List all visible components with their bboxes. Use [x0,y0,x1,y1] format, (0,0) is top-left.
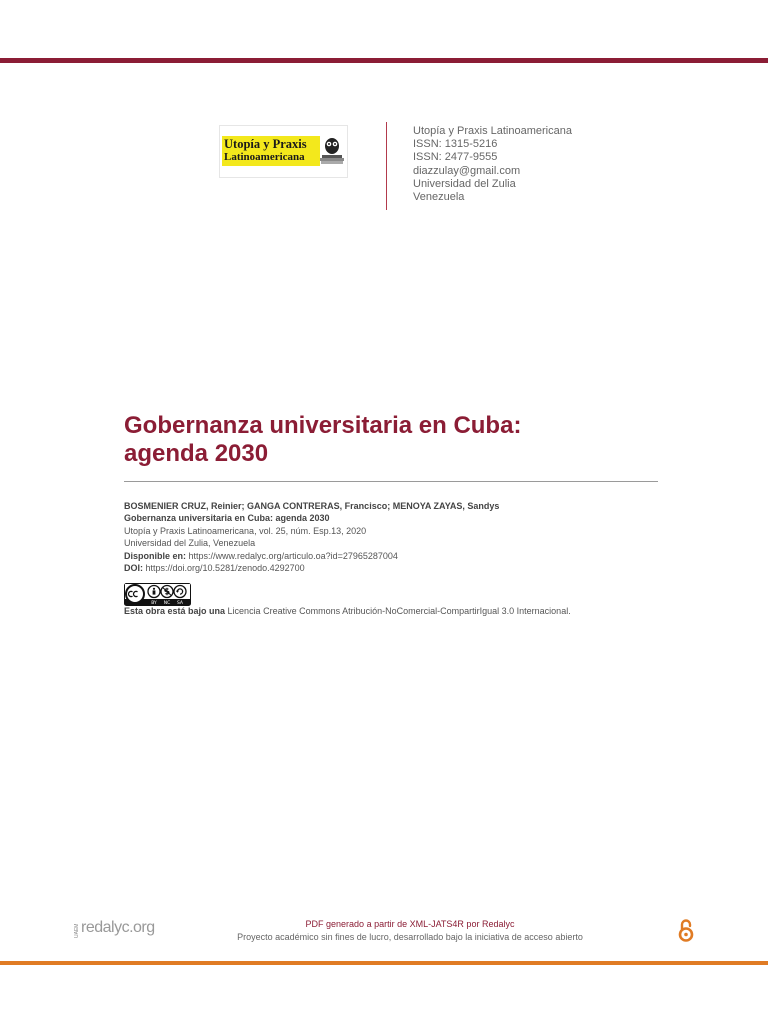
journal-logo [219,125,348,178]
journal-institution: Universidad del Zulia [413,177,516,190]
available-label: Disponible en: [124,550,187,561]
institution: Universidad del Zulia, Venezuela [124,538,256,549]
uaem-mark: UAEM [74,923,80,938]
license-link[interactable]: Licencia Creative Commons Atribución-NoComercial-CompartirIgual 3.0 Internacional. [227,606,571,616]
journal-name: Utopía y Praxis Latinoamericana [413,125,572,137]
svg-text:BY: BY [151,601,157,606]
available-row [124,550,499,562]
article-title-line-2: agenda 2030 [124,440,269,467]
license-prefix: Esta obra está bajo una [124,606,226,616]
owl-icon [318,134,346,170]
journal-info [413,125,572,204]
journal-email[interactable]: diazzulay@gmail.com [413,164,521,177]
article-title-ref: Gobernanza universitaria en Cuba: agenda 2030 [124,513,330,524]
open-access-icon [677,918,695,943]
article-title-line-1: Gobernanza universitaria en Cuba: [124,412,522,439]
doi-row [124,562,499,574]
title-divider [124,481,658,482]
authors: BOSMENIER CRUZ, Reinier; GANGA CONTRERAS, Francisco; MENOYA ZAYAS, Sandys [124,501,500,511]
svg-text:SA: SA [176,601,184,606]
footer-project-note: Proyecto académico sin fines de lucro, desarrollado bajo la iniciativa de acceso abierto [237,932,583,942]
citation: Utopía y Praxis Latinoamericana, vol. 25, núm. Esp.13, 2020 [124,525,367,536]
top-accent-bar [0,58,768,63]
logo-line-1: Utopía y Praxis [224,137,307,151]
license-notice [124,606,571,616]
logo-line-2: Latinoamericana [224,151,305,163]
svg-text:NC: NC [163,601,171,606]
article-title [124,412,684,468]
doi-link[interactable]: https://doi.org/10.5281/zenodo.4292700 [145,563,305,574]
footer-generated-by: PDF generado a partir de XML-JATS4R por Redalyc [305,919,515,929]
issn-electronic: ISSN: 2477-9555 [413,151,498,164]
bottom-accent-bar [0,961,768,965]
redalyc-wordmark: redalyc.org [81,919,155,936]
cc-by-nc-sa-badge[interactable] [124,583,191,606]
header-divider [386,122,387,210]
redalyc-logo[interactable] [74,918,166,942]
doi-label: DOI: [124,563,143,574]
issn-print: ISSN: 1315-5216 [413,138,498,151]
available-link[interactable]: https://www.redalyc.org/articulo.oa?id=27965287004 [188,550,398,561]
article-metadata [124,500,499,574]
journal-country: Venezuela [413,191,465,204]
